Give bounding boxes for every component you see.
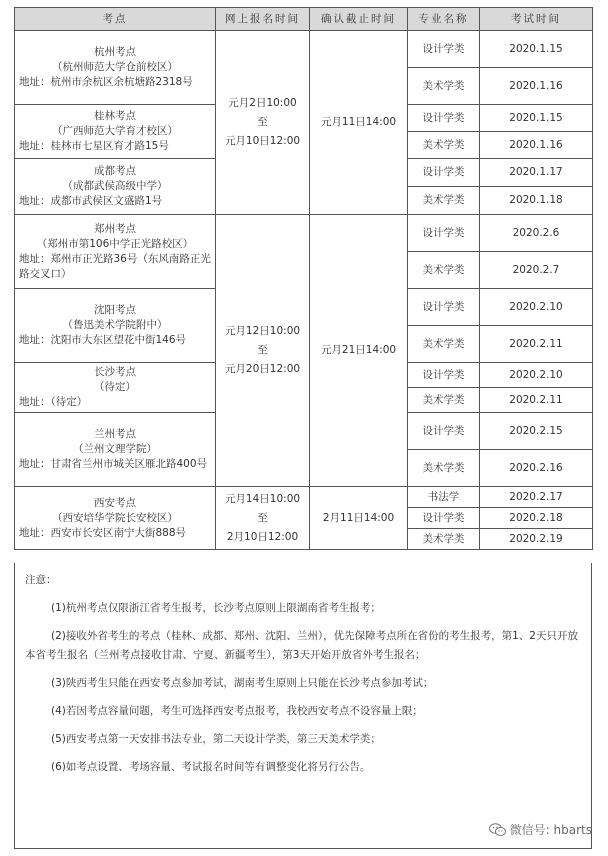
header-exam-date: 考试时间 [480,8,593,31]
major-cell: 设计学类 [408,105,480,132]
table-header-row [15,8,593,31]
venue-school: （杭州师范大学仓前校区） [52,61,178,73]
registration-line: 至 [257,116,268,128]
venue-address: 地址：杭州市余杭区余杭塘路2318号 [19,76,193,88]
major-cell: 设计学类 [408,215,480,252]
registration-time-cell [216,487,310,550]
registration-time-cell [216,215,310,487]
table-row [15,31,593,68]
venue-cell [15,159,216,215]
exam-date-cell: 2020.1.15 [480,31,593,68]
table-body [15,31,593,550]
notes-section [14,563,592,849]
venue-name: 成都考点 [94,165,136,177]
registration-line: 元月14日10:00 [224,492,301,505]
registration-line: 元月2日10:00 [228,97,297,109]
exam-date-cell: 2020.2.19 [480,529,593,550]
venue-address: 地址：（待定） [19,396,88,408]
venue-address: 地址：甘肃省兰州市城关区雁北路400号 [19,458,208,470]
note-item: (1)杭州考点仅限浙江省考生报考，长沙考点原则上限湖南省考生报考； [51,602,381,614]
registration-line: 元月20日12:00 [224,363,301,375]
exam-date-cell: 2020.2.15 [480,413,593,450]
major-cell: 美术学类 [408,252,480,289]
venue-cell [15,215,216,289]
major-cell: 美术学类 [408,388,480,413]
venue-name: 郑州考点 [94,222,136,235]
venue-cell [15,105,216,159]
venue-school: （西安培华学院长安校区） [52,511,178,524]
note-item: (6)如考点设置、考场容量、考试报名时间等有调整变化将另行公告。 [51,761,371,773]
venue-school: （成都武侯高级中学） [62,180,168,192]
venue-address: 地址：郑州市正光路36号（东风南路正光路交叉口） [19,252,211,280]
exam-schedule-table [14,7,593,550]
exam-date-cell: 2020.2.11 [480,388,593,413]
header-confirm-deadline: 确认截止时间 [310,8,408,31]
watermark-text: 微信号: hbarts [509,823,592,837]
exam-date-cell: 2020.2.6 [480,215,593,252]
registration-line: 2月10日12:00 [226,530,299,543]
venue-school: （待定） [94,381,136,393]
exam-date-cell: 2020.2.10 [480,289,593,326]
venue-name: 沈阳考点 [94,304,136,316]
venue-cell [15,487,216,550]
major-cell: 美术学类 [408,450,480,487]
major-cell: 设计学类 [408,413,480,450]
venue-school: （广西师范大学育才校区） [52,125,178,137]
note-item: (4)若因考点容量问题，考生可选择西安考点报考，我校西安考点不设容量上限； [51,705,423,717]
venue-school: （兰州文理学院） [73,443,157,455]
major-cell: 设计学类 [408,31,480,68]
header-venue: 考点 [15,8,216,31]
header-major: 专业名称 [408,8,480,31]
note-item: (3)陕西考生只能在西安考点参加考试，湖南考生原则上只能在长沙考点参加考试； [51,677,434,689]
major-cell: 美术学类 [408,68,480,105]
wechat-watermark [489,821,592,838]
exam-date-cell: 2020.1.17 [480,159,593,187]
venue-name: 西安考点 [94,496,136,509]
table-row [15,487,593,508]
wechat-icon [489,823,506,837]
venue-cell [15,31,216,105]
venue-name: 桂林考点 [94,110,136,122]
major-cell: 设计学类 [408,508,480,529]
confirm-deadline-cell: 元月21日14:00 [310,215,408,487]
exam-date-cell: 2020.1.15 [480,105,593,132]
exam-date-cell: 2020.1.18 [480,187,593,215]
venue-cell [15,363,216,413]
venue-cell [15,289,216,363]
major-cell: 美术学类 [408,132,480,159]
venue-name: 长沙考点 [94,366,136,378]
registration-line: 元月10日12:00 [224,135,301,147]
major-cell: 书法学 [408,487,480,508]
major-cell: 美术学类 [408,529,480,550]
exam-date-cell: 2020.1.16 [480,68,593,105]
major-cell: 美术学类 [408,326,480,363]
registration-line: 至 [257,344,268,356]
major-cell: 设计学类 [408,289,480,326]
venue-name: 杭州考点 [94,46,136,58]
registration-line: 至 [257,511,268,524]
major-cell: 设计学类 [408,159,480,187]
notes-title: 注意： [25,574,57,586]
confirm-deadline-cell: 2月11日14:00 [310,487,408,550]
header-registration-time: 网上报名时间 [216,8,310,31]
note-item: (2)接收外省考生的考点（桂林、成都、郑州、沈阳、兰州），优先保障考点所在省份的考生报考，第1、2天只开放本省考生报名（兰州考点接收甘肃、宁夏、新疆考生），第3天开始开放省外考生报名； [25,630,578,661]
venue-address: 地址：西安市长安区南宁大街888号 [19,526,187,539]
exam-date-cell: 2020.2.17 [480,487,593,508]
exam-date-cell: 2020.2.11 [480,326,593,363]
exam-date-cell: 2020.2.16 [480,450,593,487]
venue-cell [15,413,216,487]
confirm-deadline-cell: 元月11日14:00 [310,31,408,215]
exam-date-cell: 2020.2.7 [480,252,593,289]
table-row [15,215,593,252]
venue-name: 兰州考点 [94,428,136,440]
major-cell: 美术学类 [408,187,480,215]
note-item: (5)西安考点第一天安排书法专业，第二天设计学类，第三天美术学类； [51,733,381,745]
registration-line: 元月12日10:00 [224,325,301,337]
registration-time-cell [216,31,310,215]
venue-address: 地址：成都市武侯区文盛路1号 [19,195,163,207]
venue-address: 地址：桂林市七星区育才路15号 [19,140,169,152]
venue-address: 地址：沈阳市大东区望花中街146号 [19,334,187,346]
venue-school: （鲁迅美术学院附中） [62,319,168,331]
exam-date-cell: 2020.2.10 [480,363,593,388]
exam-date-cell: 2020.2.18 [480,508,593,529]
venue-school: （郑州市第106中学正光路校区） [36,237,194,250]
exam-date-cell: 2020.1.16 [480,132,593,159]
major-cell: 设计学类 [408,363,480,388]
